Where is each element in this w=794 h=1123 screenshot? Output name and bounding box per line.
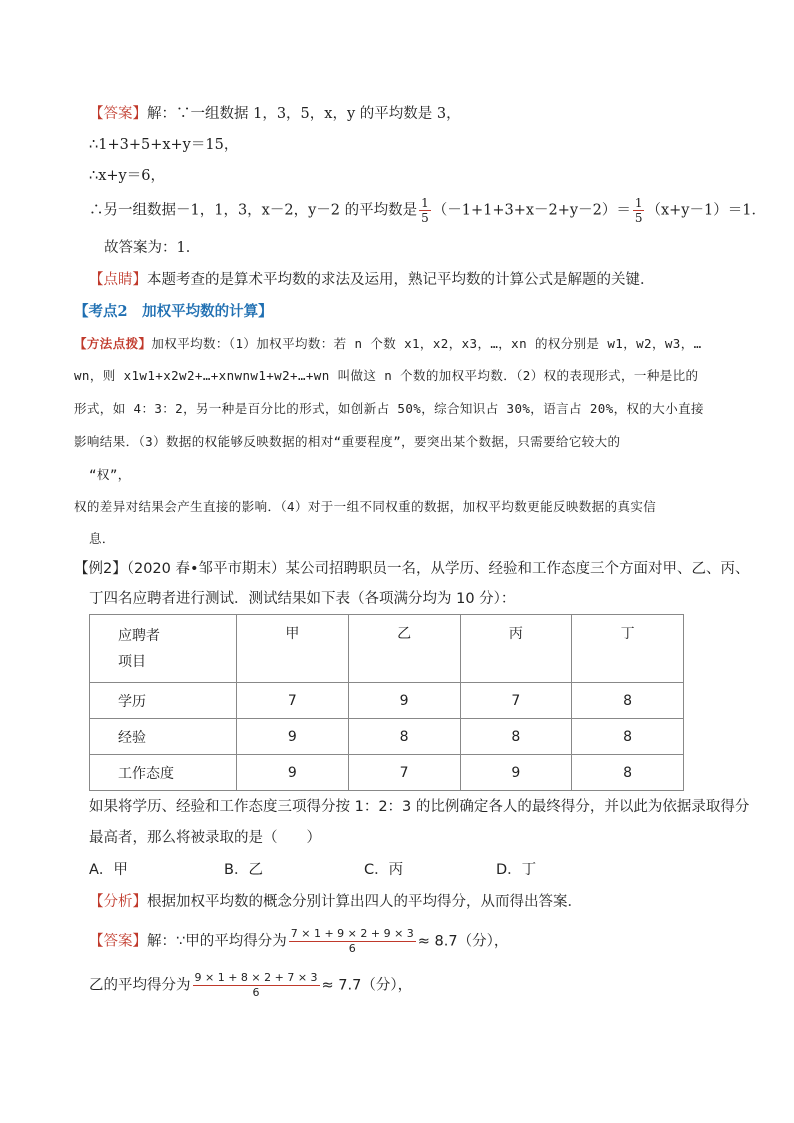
table-cell: 8 bbox=[460, 719, 572, 755]
answer-tag: 【答案】 bbox=[89, 933, 147, 950]
answer1-line-2: ∴1+3+5+x+y＝15， bbox=[89, 137, 239, 153]
table-cell: 8 bbox=[572, 719, 684, 755]
method-line-1: 【方法点拨】加权平均数：（1）加权平均数：若 n 个数 x1，x2，x3，…，xn 的权分别是 w1，w2，w3，… bbox=[74, 336, 702, 351]
row-label: 工作态度 bbox=[90, 755, 237, 791]
table-corner-cell: 应聘者 项目 bbox=[90, 615, 237, 683]
answer1-line-4: ∴另一组数据－1，1，3，x－2，y－2 的平均数是 $\frac{1}{5}$ （－1+1+3+x－2+y－2）＝ $\frac{1}{5}$ （x+y－1）＝1． bbox=[89, 196, 766, 225]
table-header-cell: 丙 bbox=[460, 615, 572, 683]
method-line-3: 形式，如 4：3：2，另一种是百分比的形式，如创新占 50%，综合知识占 30%，语言占 20%，权的大小直接 bbox=[74, 401, 704, 416]
example-line-2: 丁四名应聘者进行测试．测试结果如下表（各项满分均为 10 分）： bbox=[89, 591, 516, 607]
table-cell: 7 bbox=[460, 683, 572, 719]
row-label: 学历 bbox=[90, 683, 237, 719]
option-d: D．丁 bbox=[496, 862, 537, 878]
question-line-2: 最高者，那么将被录取的是（ ） bbox=[89, 830, 321, 846]
fraction: $\frac{1}{5}$ bbox=[634, 196, 643, 225]
table-cell: 8 bbox=[348, 719, 460, 755]
option-c: C．丙 bbox=[364, 862, 404, 878]
method-line-7: 息． bbox=[89, 531, 115, 546]
fraction: $\frac{9 \times 1 + 8 \times 2 + 7 \times 3}{6}$ bbox=[194, 971, 318, 999]
row-label: 经验 bbox=[90, 719, 237, 755]
fraction: $\frac{7 \times 1 + 9 \times 2 + 9 \times 3}{6}$ bbox=[290, 927, 414, 955]
method-line-5: “权”， bbox=[89, 467, 131, 482]
method-line-2: wn，则 x1w1+x2w2+…+xnwnw1+w2+…+wn 叫做这 n 个数的加权平均数．（2）权的表现形式，一种是比的 bbox=[74, 368, 699, 383]
table-cell: 9 bbox=[348, 683, 460, 719]
answer1-line-1: 【答案】解：∵一组数据 1，3，5，x，y 的平均数是 3， bbox=[89, 106, 461, 122]
question-line-1: 如果将学历、经验和工作态度三项得分按 1：2：3 的比例确定各人的最终得分，并以此为依据录取得分 bbox=[89, 799, 750, 815]
answer2-line-1: 【答案】解：∵甲的平均得分为 $\frac{7 \times 1 + 9 \times 2 + 9 \times 3}{6}$ ≈ 8.7（分）， bbox=[89, 927, 509, 955]
table-cell: 9 bbox=[237, 719, 349, 755]
table-cell: 8 bbox=[572, 755, 684, 791]
table-header-cell: 乙 bbox=[348, 615, 460, 683]
answer-tag: 【答案】 bbox=[89, 106, 147, 122]
answer2-line-2: 乙的平均得分为 $\frac{9 \times 1 + 8 \times 2 + 7 \times 3}{6}$ ≈ 7.7（分）， bbox=[89, 971, 413, 999]
table-row bbox=[90, 719, 684, 755]
table-cell: 8 bbox=[572, 683, 684, 719]
table-cell: 9 bbox=[237, 755, 349, 791]
comment-line: 【点睛】本题考查的是算术平均数的求法及运用，熟记平均数的计算公式是解题的关键． bbox=[89, 272, 655, 288]
example-tag: 【例2】 bbox=[74, 561, 127, 577]
table-header-row bbox=[90, 615, 684, 683]
table-cell: 9 bbox=[460, 755, 572, 791]
option-b: B．乙 bbox=[224, 862, 263, 878]
answer1-line-3: ∴x+y＝6， bbox=[89, 168, 165, 184]
score-table bbox=[89, 614, 684, 791]
table-header-cell: 甲 bbox=[237, 615, 349, 683]
method-line-4: 影响结果．（3）数据的权能够反映数据的相对“重要程度”，要突出某个数据，只需要给它较大的 bbox=[74, 434, 621, 449]
analysis-line: 【分析】根据加权平均数的概念分别计算出四人的平均得分，从而得出答案． bbox=[89, 894, 582, 910]
comment-tag: 【点睛】 bbox=[89, 272, 147, 288]
table-row bbox=[90, 683, 684, 719]
section-heading: 【考点2 加权平均数的计算】 bbox=[74, 303, 273, 320]
table-cell: 7 bbox=[237, 683, 349, 719]
table-row bbox=[90, 755, 684, 791]
option-a: A．甲 bbox=[89, 862, 128, 878]
method-line-6: 权的差异对结果会产生直接的影响．（4）对于一组不同权重的数据，加权平均数更能反映数据的真实信 bbox=[74, 499, 657, 514]
analysis-tag: 【分析】 bbox=[89, 894, 147, 910]
answer1-line-5: 故答案为：1． bbox=[104, 240, 201, 256]
table-cell: 7 bbox=[348, 755, 460, 791]
method-tag: 【方法点拨】 bbox=[74, 336, 152, 351]
table-header-cell: 丁 bbox=[572, 615, 684, 683]
example-line-1: 【例2】（2020 春•邹平市期末）某公司招聘职员一名，从学历、经验和工作态度三个方面对甲、乙、丙、 bbox=[74, 561, 750, 577]
fraction: $\frac{1}{5}$ bbox=[421, 196, 429, 225]
